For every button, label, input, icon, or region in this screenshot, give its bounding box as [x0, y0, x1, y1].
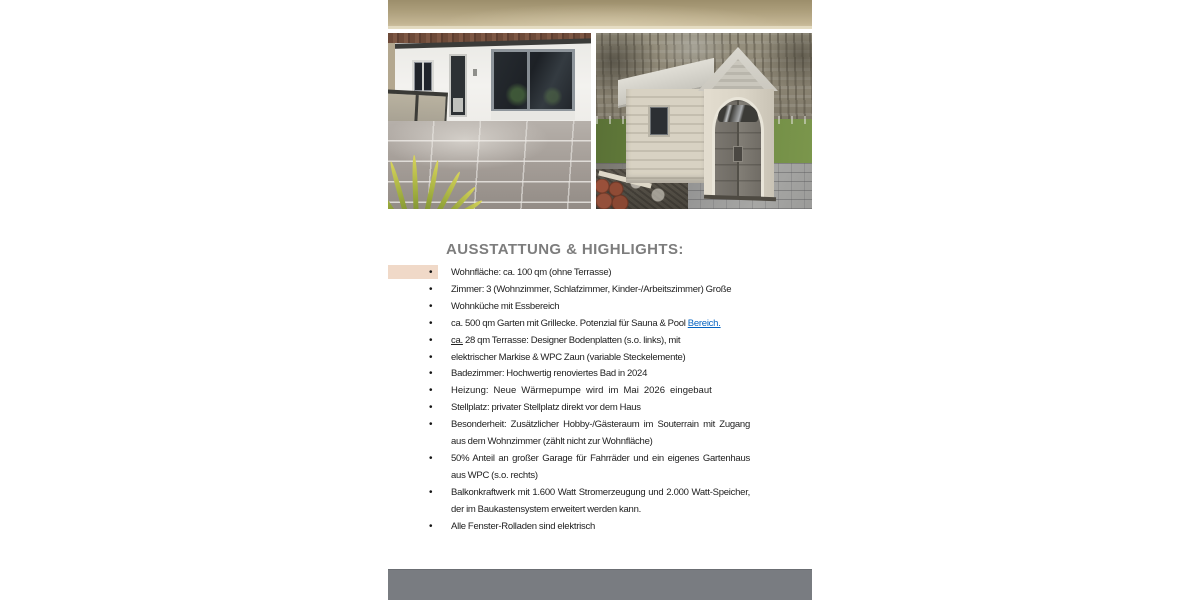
item-text: Wohnfläche: ca. 100 qm (ohne Terrasse) — [451, 267, 612, 278]
small-window — [412, 60, 434, 93]
shed-doors — [712, 97, 764, 197]
photo-house-terrace — [388, 33, 591, 209]
underlined-text: ca. — [451, 334, 463, 346]
photo-garden-shed — [596, 33, 812, 209]
item-text: ca. 500 qm Garten mit Grillecke. Potenzial für Sauna & Pool — [451, 317, 688, 329]
list-item — [428, 417, 750, 451]
highlights-list — [428, 265, 750, 536]
list-item — [428, 451, 750, 485]
item-text: Badezimmer: Hochwertig renoviertes Bad in 2024 — [451, 368, 648, 380]
item-text: Stellplatz: privater Stellplatz direkt vor dem Haus — [451, 402, 641, 414]
list-item — [428, 383, 750, 400]
yellow-flowers — [596, 125, 630, 177]
list-item — [428, 400, 750, 417]
top-photo-banner — [388, 0, 812, 29]
yucca-plant — [388, 149, 484, 209]
item-text: Balkonkraftwerk mit 1.600 Watt Stromerzeugung und 2.000 Watt-Speicher, der im Baukastensystem erweitert werden kann. — [451, 486, 750, 515]
list-item — [428, 485, 750, 519]
shed-window — [648, 105, 670, 137]
list-item — [428, 350, 750, 367]
item-text: Alle Fenster-Rolladen sind elektrisch — [451, 520, 596, 532]
doorbell — [473, 69, 477, 76]
item-text: Heizung: Neue Wärmepumpe wird im Mai 2026 eingebaut — [451, 385, 712, 397]
list-item — [428, 299, 750, 316]
section-title: AUSSTATTUNG & HIGHLIGHTS: — [446, 241, 684, 258]
large-window — [491, 49, 575, 112]
list-item — [428, 333, 750, 350]
list-item — [428, 282, 750, 299]
terracotta-edging — [596, 179, 634, 209]
item-text: Besonderheit: Zusätzlicher Hobby-/Gästeraum im Souterrain mit Zugang aus dem Wohnzimmer (zählt nicht zur Wohnfläche) — [451, 419, 750, 448]
document-column — [388, 0, 812, 600]
list-item — [428, 366, 750, 383]
item-text: Wohnküche mit Essbereich — [451, 300, 560, 312]
bottom-gray-bar — [388, 569, 812, 600]
item-text: 28 qm Terrasse: Designer Bodenplatten (s.o. links), mit — [462, 334, 681, 346]
house-door — [449, 54, 467, 117]
list-item — [428, 265, 750, 282]
list-item — [428, 519, 750, 536]
item-text: elektrischer Markise & WPC Zaun (variable Steckelemente) — [451, 351, 686, 363]
bereich-link[interactable]: Bereich. — [687, 317, 721, 329]
item-text: Zimmer: 3 (Wohnzimmer, Schlafzimmer, Kinder-/Arbeitszimmer) Große — [451, 283, 732, 295]
list-item — [428, 316, 750, 333]
item-text: 50% Anteil an großer Garage für Fahrräder und ein eigenes Gartenhaus aus WPC (s.o. rechts) — [451, 452, 750, 481]
